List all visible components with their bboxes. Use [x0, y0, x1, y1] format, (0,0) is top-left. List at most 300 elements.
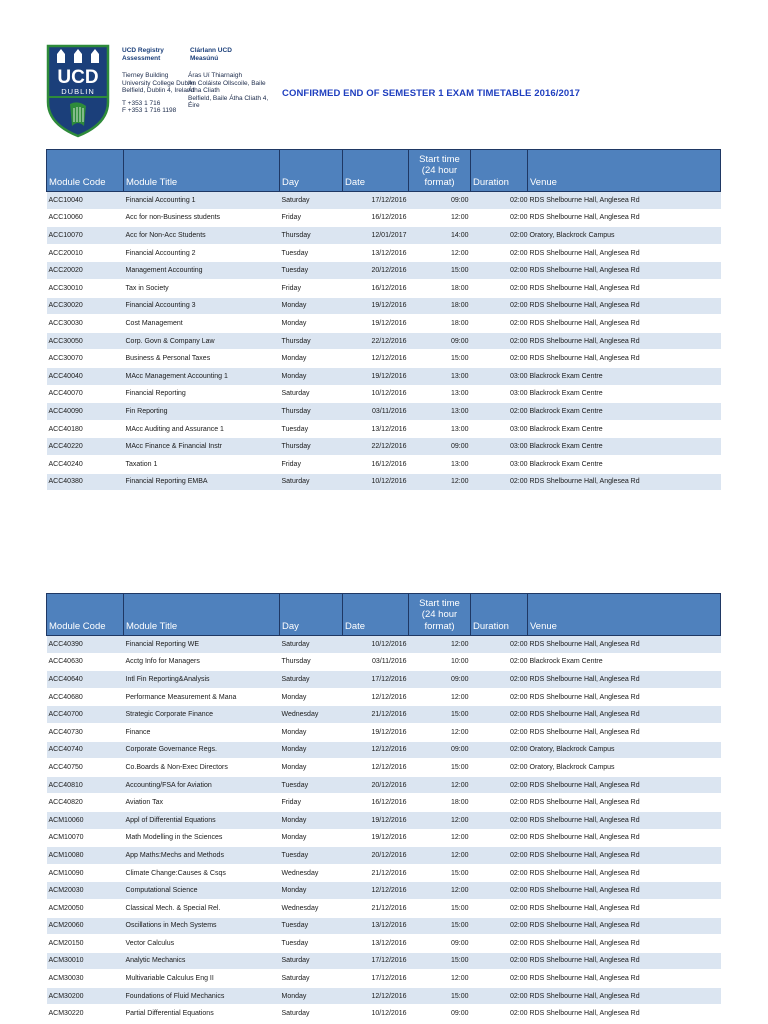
cell-date: 22/12/2016 [343, 438, 409, 456]
cell-day: Monday [280, 741, 343, 759]
cell-duration: 02:00 [471, 987, 528, 1005]
cell-module-code: ACC40750 [47, 759, 124, 777]
cell-start-time: 15:00 [409, 262, 471, 280]
cell-day: Saturday [280, 1005, 343, 1023]
cell-module-title: Financial Reporting WE [124, 636, 280, 654]
cell-start-time: 12:00 [409, 209, 471, 227]
table-row [47, 671, 721, 689]
col-date: Date [343, 150, 409, 192]
cell-module-code: ACM30030 [47, 970, 124, 988]
cell-day: Tuesday [280, 420, 343, 438]
cell-date: 19/12/2016 [343, 367, 409, 385]
cell-date: 19/12/2016 [343, 811, 409, 829]
cell-date: 19/12/2016 [343, 315, 409, 333]
cell-day: Tuesday [280, 935, 343, 953]
col-start-time-line2: (24 hour [421, 165, 458, 176]
table-row [47, 403, 721, 421]
table-row [47, 776, 721, 794]
cell-duration: 02:00 [471, 847, 528, 865]
cell-day: Monday [280, 759, 343, 777]
cell-duration: 02:00 [471, 864, 528, 882]
cell-date: 19/12/2016 [343, 297, 409, 315]
cell-duration: 02:00 [471, 262, 528, 280]
cell-module-title: MAcc Finance & Financial Instr [124, 438, 280, 456]
cell-venue: RDS Shelbourne Hall, Anglesea Rd [528, 192, 721, 210]
cell-day: Saturday [280, 473, 343, 491]
cell-date: 17/12/2016 [343, 970, 409, 988]
cell-venue: RDS Shelbourne Hall, Anglesea Rd [528, 315, 721, 333]
cell-module-title: Financial Reporting EMBA [124, 473, 280, 491]
cell-module-code: ACC40220 [47, 438, 124, 456]
cell-module-title: Accounting/FSA for Aviation [124, 776, 280, 794]
cell-start-time: 10:00 [409, 653, 471, 671]
cell-module-code: ACC40630 [47, 653, 124, 671]
table-body-2 [47, 636, 721, 1023]
cell-venue: Blackrock Exam Centre [528, 420, 721, 438]
cell-module-title: Finance [124, 723, 280, 741]
table-row [47, 385, 721, 403]
cell-day: Monday [280, 315, 343, 333]
table-row [47, 1005, 721, 1023]
cell-start-time: 12:00 [409, 847, 471, 865]
cell-start-time: 15:00 [409, 706, 471, 724]
cell-duration: 02:00 [471, 741, 528, 759]
cell-venue: Oratory, Blackrock Campus [528, 227, 721, 245]
table-row [47, 935, 721, 953]
table-row [47, 332, 721, 350]
cell-venue: RDS Shelbourne Hall, Anglesea Rd [528, 262, 721, 280]
cell-module-code: ACC40730 [47, 723, 124, 741]
cell-duration: 02:00 [471, 759, 528, 777]
cell-start-time: 09:00 [409, 741, 471, 759]
logo-text-bottom: DUBLIN [61, 87, 95, 96]
col-module-title: Module Title [124, 150, 280, 192]
address-ga [188, 72, 268, 110]
cell-day: Saturday [280, 970, 343, 988]
cell-duration: 02:00 [471, 917, 528, 935]
cell-duration: 02:00 [471, 653, 528, 671]
cell-module-title: Business & Personal Taxes [124, 350, 280, 368]
col-start-time-line3: format) [424, 620, 455, 632]
cell-venue: Blackrock Exam Centre [528, 385, 721, 403]
cell-module-title: App Maths:Mechs and Methods [124, 847, 280, 865]
cell-module-code: ACC40390 [47, 636, 124, 654]
cell-date: 13/12/2016 [343, 420, 409, 438]
cell-start-time: 18:00 [409, 315, 471, 333]
col-start-time-line2: (24 hour [421, 609, 458, 620]
cell-module-code: ACM20030 [47, 882, 124, 900]
cell-day: Thursday [280, 227, 343, 245]
cell-module-title: Aviation Tax [124, 794, 280, 812]
cell-module-title: Performance Measurement & Mana [124, 688, 280, 706]
cell-module-code: ACC40820 [47, 794, 124, 812]
table-row [47, 811, 721, 829]
cell-start-time: 15:00 [409, 952, 471, 970]
cell-day: Monday [280, 987, 343, 1005]
table-row [47, 350, 721, 368]
address-en [122, 72, 195, 115]
cell-start-time: 09:00 [409, 438, 471, 456]
address-line: University College Dublin [122, 79, 195, 87]
cell-venue: RDS Shelbourne Hall, Anglesea Rd [528, 987, 721, 1005]
cell-module-code: ACC10040 [47, 192, 124, 210]
cell-date: 10/12/2016 [343, 473, 409, 491]
cell-date: 20/12/2016 [343, 847, 409, 865]
org-sub-ga: Measúnú [190, 54, 219, 62]
cell-module-title: Financial Reporting [124, 385, 280, 403]
cell-day: Monday [280, 723, 343, 741]
cell-venue: Oratory, Blackrock Campus [528, 741, 721, 759]
cell-day: Thursday [280, 438, 343, 456]
cell-module-code: ACC40680 [47, 688, 124, 706]
table-row [47, 917, 721, 935]
table-row [47, 899, 721, 917]
cell-venue: RDS Shelbourne Hall, Anglesea Rd [528, 847, 721, 865]
table-row [47, 688, 721, 706]
cell-module-title: Computational Science [124, 882, 280, 900]
cell-duration: 02:00 [471, 279, 528, 297]
cell-module-code: ACC40090 [47, 403, 124, 421]
cell-venue: Blackrock Exam Centre [528, 455, 721, 473]
cell-venue: Blackrock Exam Centre [528, 403, 721, 421]
cell-module-title: Appl of Differential Equations [124, 811, 280, 829]
cell-module-title: Taxation 1 [124, 455, 280, 473]
cell-venue: RDS Shelbourne Hall, Anglesea Rd [528, 776, 721, 794]
cell-day: Monday [280, 882, 343, 900]
col-start-time-line1: Start time [419, 597, 460, 609]
cell-venue: RDS Shelbourne Hall, Anglesea Rd [528, 671, 721, 689]
cell-date: 16/12/2016 [343, 279, 409, 297]
cell-venue: Blackrock Exam Centre [528, 438, 721, 456]
cell-day: Wednesday [280, 706, 343, 724]
table-row [47, 262, 721, 280]
cell-module-title: Financial Accounting 2 [124, 244, 280, 262]
cell-date: 16/12/2016 [343, 794, 409, 812]
cell-module-title: Management Accounting [124, 262, 280, 280]
cell-duration: 02:00 [471, 297, 528, 315]
address-line: Belfield, Dublin 4, Ireland [122, 87, 195, 95]
cell-venue: RDS Shelbourne Hall, Anglesea Rd [528, 829, 721, 847]
cell-date: 17/12/2016 [343, 192, 409, 210]
cell-date: 10/12/2016 [343, 1005, 409, 1023]
cell-module-code: ACC40180 [47, 420, 124, 438]
cell-module-title: Cost Management [124, 315, 280, 333]
cell-venue: RDS Shelbourne Hall, Anglesea Rd [528, 970, 721, 988]
cell-duration: 02:00 [471, 209, 528, 227]
cell-venue: RDS Shelbourne Hall, Anglesea Rd [528, 332, 721, 350]
cell-module-title: Co.Boards & Non-Exec Directors [124, 759, 280, 777]
cell-venue: RDS Shelbourne Hall, Anglesea Rd [528, 636, 721, 654]
cell-module-code: ACC30010 [47, 279, 124, 297]
table-row [47, 192, 721, 210]
cell-module-code: ACC30030 [47, 315, 124, 333]
cell-date: 20/12/2016 [343, 776, 409, 794]
cell-start-time: 12:00 [409, 244, 471, 262]
cell-start-time: 09:00 [409, 332, 471, 350]
cell-duration: 03:00 [471, 438, 528, 456]
cell-date: 10/12/2016 [343, 385, 409, 403]
cell-date: 21/12/2016 [343, 864, 409, 882]
cell-start-time: 15:00 [409, 759, 471, 777]
cell-venue: RDS Shelbourne Hall, Anglesea Rd [528, 1005, 721, 1023]
cell-module-title: Classical Mech. & Special Rel. [124, 899, 280, 917]
cell-module-code: ACC40240 [47, 455, 124, 473]
cell-module-code: ACC40640 [47, 671, 124, 689]
cell-duration: 02:00 [471, 706, 528, 724]
cell-duration: 02:00 [471, 636, 528, 654]
cell-day: Tuesday [280, 847, 343, 865]
cell-venue: Blackrock Exam Centre [528, 653, 721, 671]
cell-module-title: Oscillations in Mech Systems [124, 917, 280, 935]
col-module-title: Module Title [124, 594, 280, 636]
cell-date: 12/12/2016 [343, 350, 409, 368]
cell-module-title: Corp. Govn & Company Law [124, 332, 280, 350]
cell-module-code: ACC40740 [47, 741, 124, 759]
cell-module-code: ACM10070 [47, 829, 124, 847]
cell-date: 13/12/2016 [343, 244, 409, 262]
cell-duration: 02:00 [471, 811, 528, 829]
cell-module-code: ACM30220 [47, 1005, 124, 1023]
cell-module-code: ACC40380 [47, 473, 124, 491]
cell-day: Saturday [280, 952, 343, 970]
cell-duration: 02:00 [471, 794, 528, 812]
table-row [47, 438, 721, 456]
col-module-code: Module Code [47, 150, 124, 192]
cell-day: Friday [280, 279, 343, 297]
cell-duration: 02:00 [471, 350, 528, 368]
cell-start-time: 12:00 [409, 473, 471, 491]
org-block-ga [190, 47, 232, 62]
cell-date: 12/01/2017 [343, 227, 409, 245]
cell-module-title: Tax in Society [124, 279, 280, 297]
cell-duration: 02:00 [471, 882, 528, 900]
cell-module-title: Intl Fin Reporting&Analysis [124, 671, 280, 689]
cell-venue: RDS Shelbourne Hall, Anglesea Rd [528, 297, 721, 315]
table-row [47, 209, 721, 227]
cell-venue: RDS Shelbourne Hall, Anglesea Rd [528, 706, 721, 724]
col-venue: Venue [528, 594, 721, 636]
cell-date: 12/12/2016 [343, 688, 409, 706]
cell-day: Wednesday [280, 899, 343, 917]
cell-start-time: 15:00 [409, 899, 471, 917]
address-line: Belfield, Baile Átha Cliath 4, [188, 94, 269, 102]
table-row [47, 367, 721, 385]
cell-date: 13/12/2016 [343, 935, 409, 953]
cell-duration: 03:00 [471, 420, 528, 438]
cell-date: 03/11/2016 [343, 653, 409, 671]
table-row [47, 970, 721, 988]
table-body-1 [47, 192, 721, 491]
col-start-time-line1: Start time [419, 153, 460, 165]
cell-venue: RDS Shelbourne Hall, Anglesea Rd [528, 864, 721, 882]
cell-duration: 02:00 [471, 671, 528, 689]
cell-day: Tuesday [280, 917, 343, 935]
table-row [47, 987, 721, 1005]
cell-start-time: 18:00 [409, 297, 471, 315]
cell-day: Monday [280, 367, 343, 385]
table-header-row [47, 594, 721, 636]
cell-module-code: ACM10060 [47, 811, 124, 829]
cell-venue: RDS Shelbourne Hall, Anglesea Rd [528, 244, 721, 262]
cell-duration: 02:00 [471, 192, 528, 210]
cell-module-code: ACC40070 [47, 385, 124, 403]
cell-date: 19/12/2016 [343, 723, 409, 741]
address-line: Tierney Building [122, 72, 169, 79]
cell-duration: 02:00 [471, 227, 528, 245]
cell-venue: RDS Shelbourne Hall, Anglesea Rd [528, 723, 721, 741]
cell-venue: RDS Shelbourne Hall, Anglesea Rd [528, 209, 721, 227]
cell-duration: 02:00 [471, 688, 528, 706]
cell-day: Monday [280, 350, 343, 368]
cell-duration: 02:00 [471, 935, 528, 953]
cell-day: Tuesday [280, 262, 343, 280]
cell-start-time: 13:00 [409, 420, 471, 438]
cell-date: 03/11/2016 [343, 403, 409, 421]
cell-start-time: 12:00 [409, 688, 471, 706]
cell-module-code: ACM10080 [47, 847, 124, 865]
cell-module-code: ACM20060 [47, 917, 124, 935]
cell-start-time: 12:00 [409, 811, 471, 829]
address-line: An Coláiste Ollscoile, Baile [188, 79, 266, 87]
cell-venue: RDS Shelbourne Hall, Anglesea Rd [528, 688, 721, 706]
cell-module-title: MAcc Management Accounting 1 [124, 367, 280, 385]
cell-module-title: Strategic Corporate Finance [124, 706, 280, 724]
table-row [47, 847, 721, 865]
cell-duration: 02:00 [471, 244, 528, 262]
table-row [47, 244, 721, 262]
cell-module-title: Financial Accounting 3 [124, 297, 280, 315]
cell-duration: 03:00 [471, 455, 528, 473]
org-name-en: UCD Registry [122, 47, 164, 54]
table-row [47, 636, 721, 654]
cell-start-time: 13:00 [409, 455, 471, 473]
cell-date: 10/12/2016 [343, 636, 409, 654]
cell-duration: 02:00 [471, 829, 528, 847]
cell-venue: RDS Shelbourne Hall, Anglesea Rd [528, 811, 721, 829]
table-row [47, 420, 721, 438]
cell-date: 20/12/2016 [343, 262, 409, 280]
cell-day: Monday [280, 829, 343, 847]
cell-date: 12/12/2016 [343, 759, 409, 777]
cell-duration: 02:00 [471, 952, 528, 970]
col-duration: Duration [471, 594, 528, 636]
cell-day: Friday [280, 209, 343, 227]
col-start-time [409, 594, 471, 636]
cell-module-title: Math Modelling in the Sciences [124, 829, 280, 847]
timetable-table-2 [46, 593, 721, 1023]
table-row [47, 829, 721, 847]
cell-start-time: 12:00 [409, 636, 471, 654]
cell-date: 16/12/2016 [343, 455, 409, 473]
cell-day: Monday [280, 297, 343, 315]
cell-module-code: ACM20050 [47, 899, 124, 917]
cell-module-title: Multivariable Calculus Eng II [124, 970, 280, 988]
cell-start-time: 13:00 [409, 403, 471, 421]
cell-module-title: Analytic Mechanics [124, 952, 280, 970]
cell-date: 16/12/2016 [343, 209, 409, 227]
cell-day: Wednesday [280, 864, 343, 882]
cell-duration: 02:00 [471, 473, 528, 491]
cell-module-code: ACC30070 [47, 350, 124, 368]
cell-date: 12/12/2016 [343, 741, 409, 759]
cell-duration: 02:00 [471, 899, 528, 917]
cell-date: 19/12/2016 [343, 829, 409, 847]
cell-venue: RDS Shelbourne Hall, Anglesea Rd [528, 935, 721, 953]
cell-day: Monday [280, 811, 343, 829]
cell-module-title: Foundations of Fluid Mechanics [124, 987, 280, 1005]
cell-start-time: 12:00 [409, 829, 471, 847]
cell-start-time: 12:00 [409, 723, 471, 741]
cell-module-title: Climate Change:Causes & Csqs [124, 864, 280, 882]
table-row [47, 455, 721, 473]
cell-duration: 03:00 [471, 367, 528, 385]
cell-date: 12/12/2016 [343, 882, 409, 900]
cell-duration: 02:00 [471, 1005, 528, 1023]
table-row [47, 653, 721, 671]
cell-module-code: ACC20010 [47, 244, 124, 262]
phone-line: T +353 1 716 [122, 99, 161, 107]
cell-module-code: ACC40700 [47, 706, 124, 724]
cell-module-code: ACM30200 [47, 987, 124, 1005]
cell-day: Saturday [280, 671, 343, 689]
page-title: CONFIRMED END OF SEMESTER 1 EXAM TIMETABLE 2016/2017 [282, 88, 580, 99]
cell-module-title: Corporate Governance Regs. [124, 741, 280, 759]
cell-start-time: 18:00 [409, 279, 471, 297]
table-row [47, 315, 721, 333]
table-row [47, 723, 721, 741]
address-line: Éire [188, 102, 200, 110]
address-line: Átha Cliath [188, 87, 220, 95]
cell-module-title: MAcc Auditing and Assurance 1 [124, 420, 280, 438]
cell-module-title: Acc for Non-Acc Students [124, 227, 280, 245]
col-date: Date [343, 594, 409, 636]
cell-date: 17/12/2016 [343, 671, 409, 689]
table-row [47, 952, 721, 970]
org-block-en [122, 47, 164, 62]
cell-start-time: 12:00 [409, 776, 471, 794]
timetable-table-1 [46, 149, 721, 491]
cell-venue: RDS Shelbourne Hall, Anglesea Rd [528, 917, 721, 935]
cell-module-code: ACC40810 [47, 776, 124, 794]
col-start-time [409, 150, 471, 192]
cell-date: 21/12/2016 [343, 899, 409, 917]
cell-venue: Blackrock Exam Centre [528, 367, 721, 385]
cell-module-code: ACC10060 [47, 209, 124, 227]
cell-venue: Oratory, Blackrock Campus [528, 759, 721, 777]
cell-start-time: 12:00 [409, 970, 471, 988]
cell-day: Saturday [280, 192, 343, 210]
table-row [47, 864, 721, 882]
cell-start-time: 09:00 [409, 192, 471, 210]
cell-duration: 02:00 [471, 315, 528, 333]
cell-date: 13/12/2016 [343, 917, 409, 935]
cell-start-time: 15:00 [409, 987, 471, 1005]
cell-day: Tuesday [280, 776, 343, 794]
table-row [47, 882, 721, 900]
table-header-row [47, 150, 721, 192]
cell-module-code: ACM10090 [47, 864, 124, 882]
cell-module-title: Acc for non-Business students [124, 209, 280, 227]
cell-venue: RDS Shelbourne Hall, Anglesea Rd [528, 279, 721, 297]
cell-day: Saturday [280, 636, 343, 654]
address-line: Áras Uí Thiarnaigh [188, 72, 243, 79]
org-name-ga: Clárlann UCD [190, 47, 232, 54]
col-day: Day [280, 150, 343, 192]
table-row [47, 227, 721, 245]
cell-module-code: ACC40040 [47, 367, 124, 385]
cell-venue: RDS Shelbourne Hall, Anglesea Rd [528, 473, 721, 491]
cell-start-time: 15:00 [409, 350, 471, 368]
